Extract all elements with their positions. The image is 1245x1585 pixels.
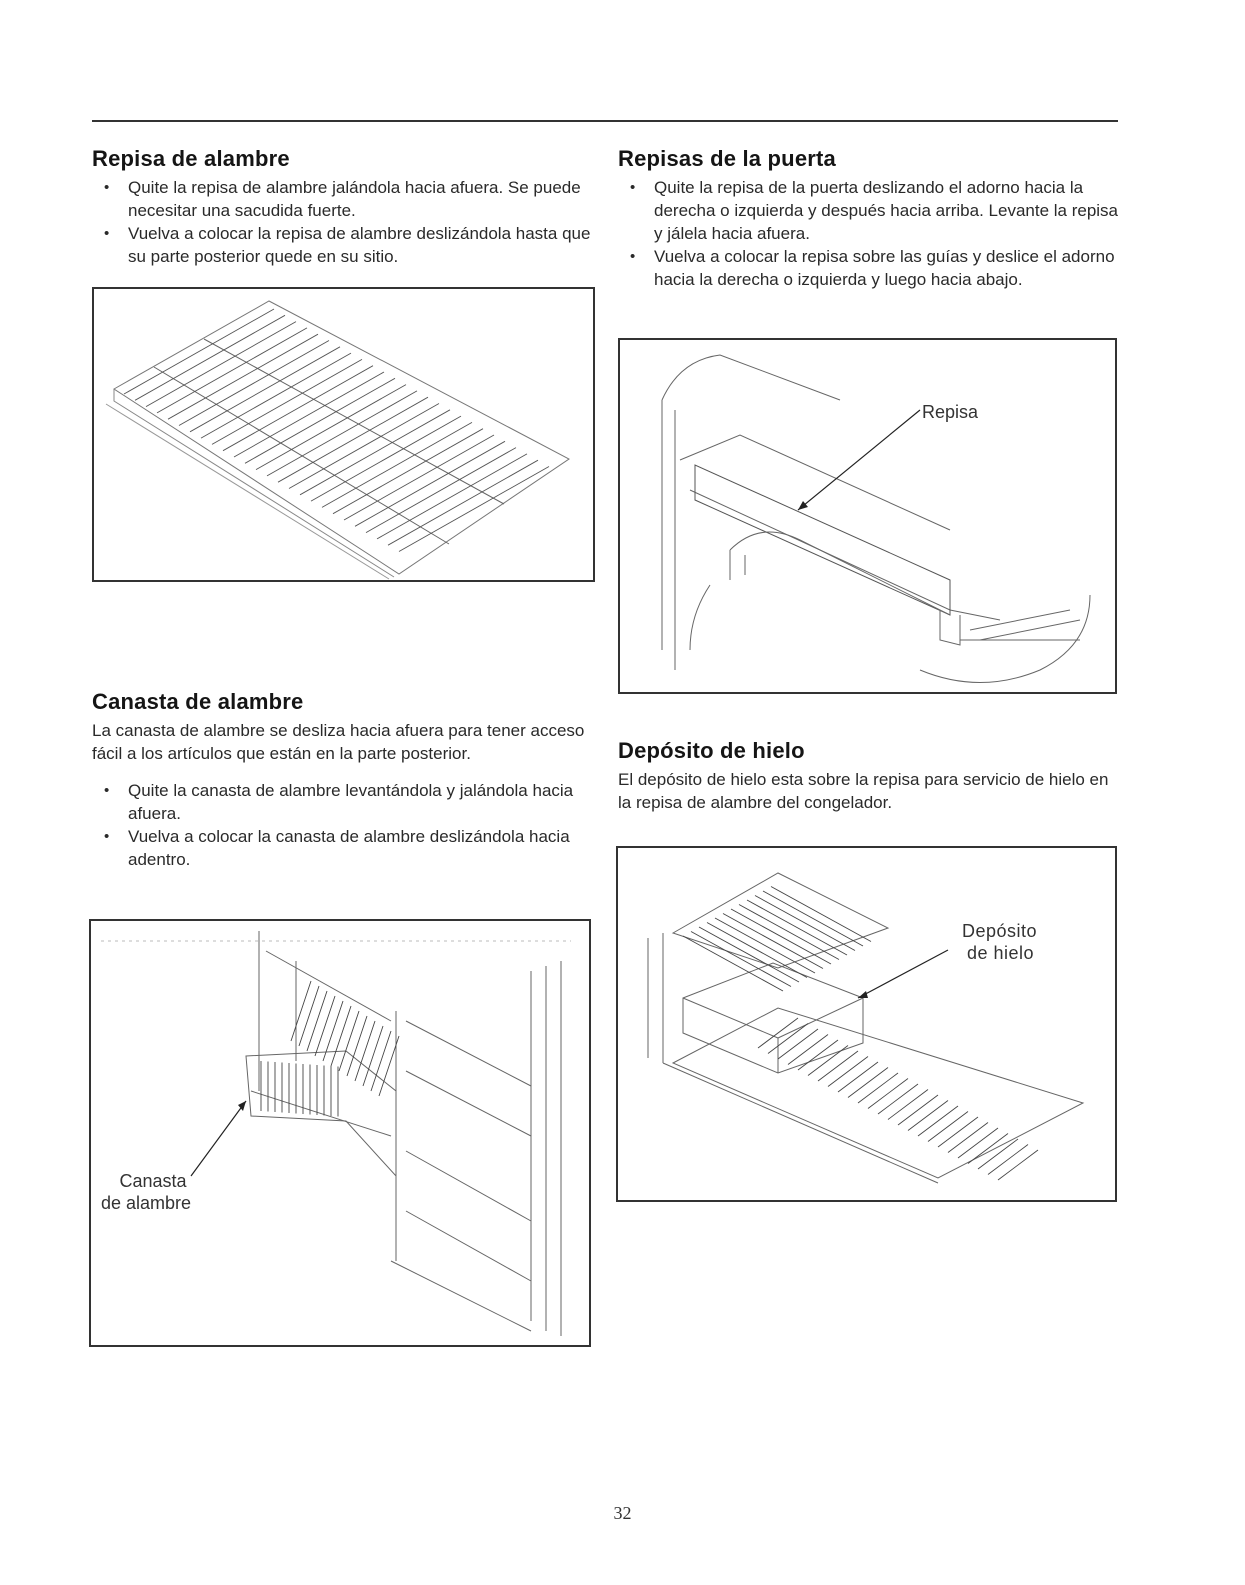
wire-line: [245, 378, 395, 463]
ice-bin-figure: [616, 846, 1117, 1202]
wire-line: [256, 385, 406, 470]
wire-line: [918, 1106, 958, 1136]
wire-line: [878, 1084, 918, 1114]
wire-line: [146, 322, 296, 407]
wire-line: [908, 1101, 948, 1131]
section-intro: La canasta de alambre se desliza hacia afuera para tener acceso fácil a los artículos que están en la parte posterior.: [92, 721, 585, 763]
wire-line: [355, 441, 505, 526]
door-shelf-figure: [618, 338, 1117, 694]
wire-line: [739, 905, 839, 960]
wire-line: [888, 1090, 928, 1120]
door-shelf-illustration: [620, 340, 1115, 692]
wire-line: [300, 410, 450, 495]
wire-line: [938, 1117, 978, 1147]
wire-line: [788, 1035, 828, 1065]
wire-line: [683, 936, 783, 991]
wire-line: [968, 1134, 1008, 1164]
list-item: • Quite la canasta de alambre levantándola y jalándola hacia afuera.: [104, 781, 574, 823]
wire-line: [948, 1123, 988, 1153]
bullet-icon: •: [630, 179, 636, 196]
wire-line: [291, 981, 311, 1041]
page-number: 32: [613, 1503, 632, 1523]
wire-line: [366, 448, 516, 533]
wire-line: [344, 435, 494, 520]
wire-line: [723, 914, 823, 969]
wire-line: [715, 918, 815, 973]
wire-line: [307, 991, 327, 1051]
wire-line: [168, 334, 318, 419]
wire-line: [135, 315, 285, 400]
bullet-icon: •: [104, 782, 110, 799]
section-title: Depósito de hielo: [618, 738, 805, 763]
callout-canasta: Canasta de alambre: [101, 1171, 192, 1213]
arrowhead-icon: [858, 991, 868, 998]
callout-leader-line: [798, 410, 920, 510]
list-item: • Vuelva a colocar la repisa sobre las guías y deslice el adorno hacia la derecha o izquierda y luego hacia abajo.: [630, 247, 1115, 289]
wire-line: [333, 429, 483, 514]
wire-shelf-figure: [92, 287, 595, 582]
section-canasta-alambre: [92, 689, 597, 871]
callout-leader-line: [191, 1101, 246, 1176]
wire-line: [928, 1112, 968, 1142]
wire-line: [278, 397, 428, 482]
section-deposito-hielo: [618, 738, 1123, 814]
wire-line: [377, 454, 527, 539]
bullet-icon: •: [104, 225, 110, 242]
wire-line: [998, 1150, 1038, 1180]
wire-line: [798, 1040, 838, 1070]
wire-line: [388, 460, 538, 545]
list-item: • Vuelva a colocar la canasta de alambre deslizándola hacia adentro.: [104, 827, 570, 869]
bullet-list: [92, 176, 597, 268]
list-item: • Quite la repisa de la puerta deslizando el adorno hacia la derecha o izquierda y después hacia arriba. Levante la repisa y jálela hacia afuera.: [630, 178, 1119, 243]
wire-line: [763, 891, 863, 946]
wire-line: [339, 1011, 359, 1071]
wire-line: [399, 467, 549, 552]
bullet-icon: •: [630, 248, 636, 265]
wire-line: [223, 366, 373, 451]
wire-line: [212, 359, 362, 444]
header-rule: [92, 120, 1118, 122]
wire-line: [828, 1057, 868, 1087]
wire-line: [124, 309, 274, 394]
wire-line: [731, 909, 831, 964]
wire-line: [691, 932, 791, 987]
wire-basket-illustration: [91, 921, 589, 1345]
wire-line: [848, 1068, 888, 1098]
wire-line: [747, 900, 847, 955]
wire-line: [190, 347, 340, 432]
bullet-icon: •: [104, 179, 110, 196]
callout-leader-line: [858, 950, 948, 998]
wire-line: [315, 996, 335, 1056]
wire-line: [311, 416, 461, 501]
ice-bin-illustration: [618, 848, 1115, 1200]
wire-line: [371, 1031, 391, 1091]
wire-line: [299, 986, 319, 1046]
section-title: Canasta de alambre: [92, 689, 304, 714]
section-title: Repisas de la puerta: [618, 146, 836, 171]
list-item: • Quite la repisa de alambre jalándola hacia afuera. Se puede necesitar una sacudida fuerte.: [104, 178, 581, 220]
wire-line: [778, 1029, 818, 1059]
wire-line: [347, 1016, 367, 1076]
bullet-icon: •: [104, 828, 110, 845]
callout-repisa: Repisa: [922, 402, 979, 422]
section-body: El depósito de hielo esta sobre la repisa para servicio de hielo en la repisa de alambre del congelador.: [618, 770, 1109, 812]
wire-line: [818, 1051, 858, 1081]
section-title: Repisa de alambre: [92, 146, 290, 171]
wire-line: [331, 1006, 351, 1066]
bullet-list: [92, 779, 597, 871]
wire-line: [838, 1062, 878, 1092]
wire-line: [289, 404, 439, 489]
wire-line: [898, 1095, 938, 1125]
wire-line: [768, 1024, 808, 1054]
section-repisa-alambre: [92, 146, 597, 268]
wire-shelf-illustration: [94, 289, 593, 580]
list-item: • Vuelva a colocar la repisa de alambre deslizándola hasta que su parte posterior quede en su sitio.: [104, 224, 591, 266]
wire-line: [958, 1128, 998, 1158]
wire-line: [234, 372, 384, 457]
wire-line: [363, 1026, 383, 1086]
bullet-list: [618, 176, 1123, 291]
wire-line: [858, 1073, 898, 1103]
wire-basket-figure: [89, 919, 591, 1347]
section-repisas-puerta: [618, 146, 1123, 291]
wire-line: [267, 391, 417, 476]
wire-line: [322, 422, 472, 507]
wire-line: [868, 1079, 908, 1109]
wire-line: [179, 341, 329, 426]
wire-line: [699, 927, 799, 982]
wire-line: [201, 353, 351, 438]
wire-line: [157, 328, 307, 413]
callout-deposito: Depósito de hielo: [962, 921, 1038, 963]
